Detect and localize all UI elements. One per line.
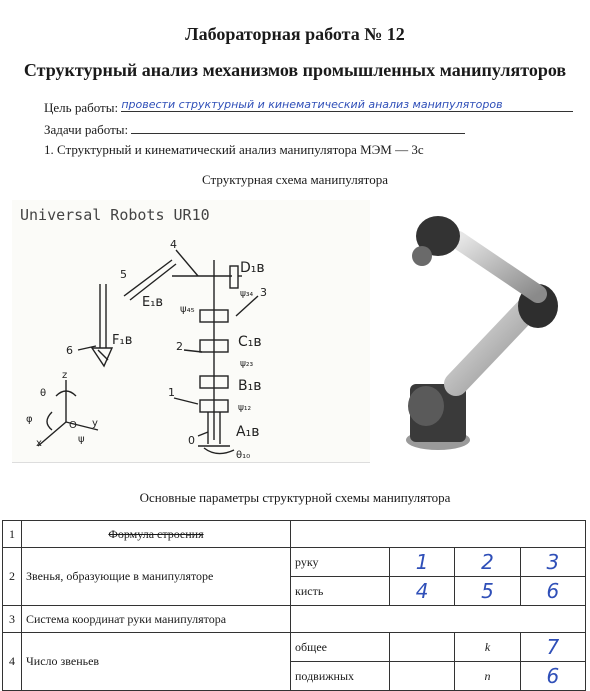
row-value xyxy=(291,521,586,548)
symbol-cell: n xyxy=(455,662,520,691)
hand-value: 2 xyxy=(455,548,520,577)
goal-row xyxy=(44,98,584,116)
label-C: C₁в xyxy=(238,334,262,350)
item-1: 1. Структурный и кинематический анализ манипулятора МЭМ — 3с xyxy=(44,142,424,157)
label-D: D₁в xyxy=(240,260,265,276)
row-label: Система координат руки манипулятора xyxy=(22,606,291,633)
sub-label: общее xyxy=(291,633,390,662)
params-caption: Основные параметры структурной схемы манипулятора xyxy=(139,490,451,505)
empty-cell xyxy=(390,662,455,691)
label-n3: 3 xyxy=(260,286,267,299)
label-E: E₁в xyxy=(142,295,164,310)
params-table xyxy=(2,520,586,691)
label-A: A₁в xyxy=(236,424,260,440)
axis-o: O xyxy=(69,420,77,431)
kinematic-sketch xyxy=(12,200,370,462)
row-label: Звенья, образующие в манипуляторе xyxy=(22,548,291,606)
row-number: 4 xyxy=(3,633,22,691)
label-n2: 2 xyxy=(176,340,183,353)
tasks-label: Задачи работы: xyxy=(44,122,129,137)
axis-z: z xyxy=(62,370,68,381)
label-psi12: ψ₁₂ xyxy=(238,403,252,413)
axis-psi: ψ xyxy=(78,434,85,445)
page-title: Лабораторная работа № 12 xyxy=(185,24,405,44)
row-number: 3 xyxy=(3,606,22,633)
page-subtitle: Структурный анализ механизмов промышленных манипуляторов xyxy=(23,60,567,80)
row-label: Число звеньев xyxy=(22,633,291,691)
axis-y: y xyxy=(92,418,98,429)
hand-value: 3 xyxy=(520,548,585,577)
hand-value: 5 xyxy=(455,577,520,606)
axis-x: x xyxy=(36,438,42,449)
table-row xyxy=(3,548,586,577)
row-value xyxy=(291,606,586,633)
table-row xyxy=(3,521,586,548)
label-n0: 0 xyxy=(188,434,195,447)
goal-value: провести структурный и кинематический анализ манипуляторов xyxy=(121,98,573,112)
label-n4: 4 xyxy=(170,238,177,251)
label-n5: 5 xyxy=(120,268,127,281)
scheme-caption: Структурная схема манипулятора xyxy=(202,172,388,187)
label-F: F₁в xyxy=(112,333,133,348)
label-psi23: ψ₂₃ xyxy=(240,359,254,369)
table-row xyxy=(3,606,586,633)
goal-label: Цель работы: xyxy=(44,100,119,115)
hand-value: 4 xyxy=(390,577,455,606)
row-number: 1 xyxy=(3,521,22,548)
empty-cell xyxy=(390,633,455,662)
axis-theta: θ xyxy=(40,388,47,399)
hand-value: 6 xyxy=(520,577,585,606)
axis-phi: φ xyxy=(26,414,33,425)
label-n1: 1 xyxy=(168,386,175,399)
hand-value: 6 xyxy=(520,662,585,691)
label-B: B₁в xyxy=(238,378,262,394)
tasks-row xyxy=(44,121,494,138)
label-psi34: ψ₃₄ xyxy=(240,289,254,299)
label-psi45: ψ₄₅ xyxy=(180,304,195,315)
label-theta10: θ₁₀ xyxy=(236,450,251,461)
hand-value: 1 xyxy=(390,548,455,577)
row-label: Формула строения xyxy=(22,521,291,548)
tasks-line xyxy=(131,121,465,134)
label-n6: 6 xyxy=(66,344,73,357)
sub-label: руку xyxy=(291,548,390,577)
sub-label: подвижных xyxy=(291,662,390,691)
table-row xyxy=(3,633,586,662)
sketch-heading: Universal Robots UR10 xyxy=(20,206,210,224)
sketch-panel xyxy=(12,200,370,463)
hand-value: 7 xyxy=(520,633,585,662)
symbol-cell: k xyxy=(455,633,520,662)
row-number: 2 xyxy=(3,548,22,606)
sub-label: кисть xyxy=(291,577,390,606)
robot-arm-illustration xyxy=(396,214,576,460)
